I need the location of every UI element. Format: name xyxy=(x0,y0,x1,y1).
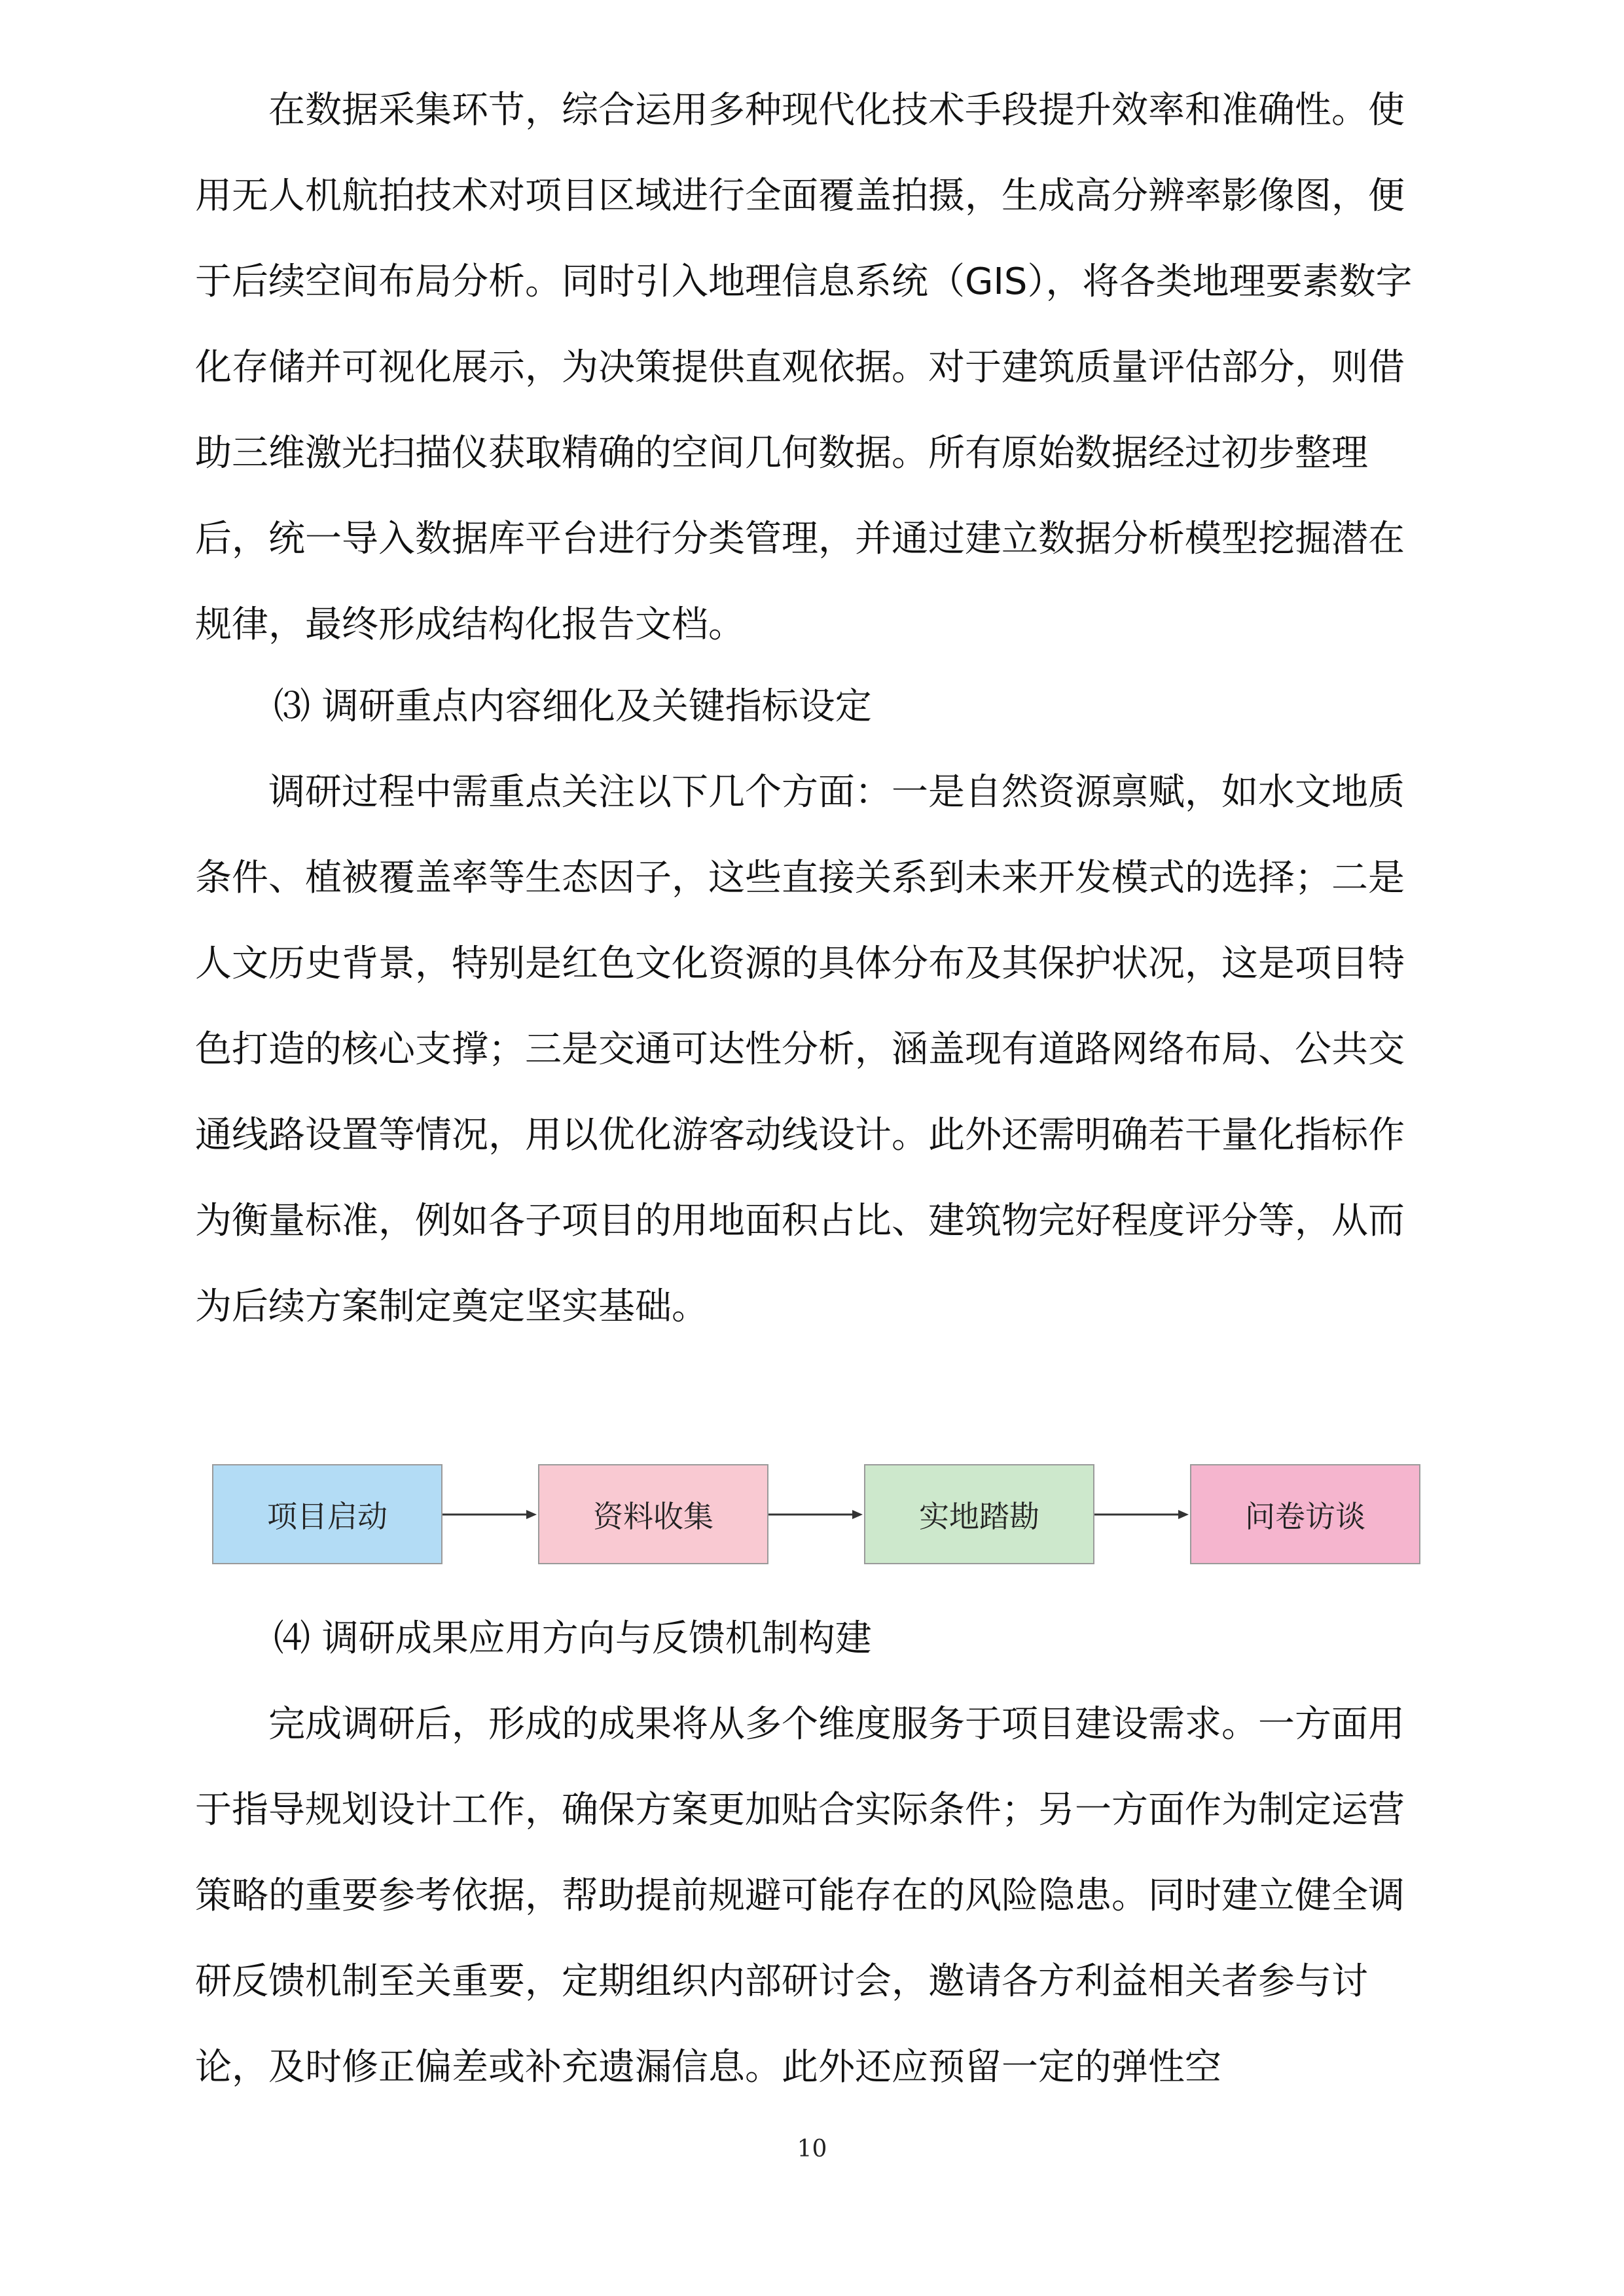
flow-step-label: 资料收集 xyxy=(593,1498,713,1534)
flow-step-label: 问卷访谈 xyxy=(1245,1498,1365,1534)
paragraph-results-application: 完成调研后，形成的成果将从多个维度服务于项目建设需求。一方面用于指导规划设计工作，确保方案更加贴合实际条件；另一方面作为制定运营策略的重要参考依据，帮助提前规避可能存在的风险隐患。同时建立健全调研反馈机制至关重要，定期组织内部研讨会，邀请各方利益相关者参与讨论，及时修正偏差或补充遗漏信息。此外还应预留一定的弹性空 xyxy=(195,1703,1405,2089)
arrow-right-icon xyxy=(1094,1508,1190,1521)
page-number: 10 xyxy=(797,2136,827,2162)
arrow-right-icon xyxy=(442,1508,538,1521)
arrow-right-icon xyxy=(768,1508,864,1521)
section-heading-4: ⑷ 调研成果应用方向与反馈机制构建 xyxy=(274,1617,872,1660)
flow-step-4 xyxy=(1190,1464,1420,1564)
paragraph-data-collection: 在数据采集环节，综合运用多种现代化技术手段提升效率和准确性。使用无人机航拍技术对项目区域进行全面覆盖拍摄，生成高分辨率影像图，便于后续空间布局分析。同时引入地理信息系统（GIS），将各类地理要素数字化存储并可视化展示，为决策提供直观依据。对于建筑质量评估部分，则借助三维激光扫描仪获取精确的空间几何数据。所有原始数据经过初步整理后，统一导入数据库平台进行分类管理，并通过建立数据分析模型挖掘潜在规律，最终形成结构化报告文档。 xyxy=(195,89,1413,646)
paragraph-research-focus: 调研过程中需重点关注以下几个方面：一是自然资源禀赋，如水文地质条件、植被覆盖率等生态因子，这些直接关系到未来开发模式的选择；二是人文历史背景，特别是红色文化资源的具体分布及其保护状况，这是项目特色打造的核心支撑；三是交通可达性分析，涵盖现有道路网络布局、公共交通线路设置等情况，用以优化游客动线设计。此外还需明确若干量化指标作为衡量标准，例如各子项目的用地面积占比、建筑物完好程度评分等，从而为后续方案制定奠定坚实基础。 xyxy=(195,771,1405,1328)
flow-step-label: 实地踏勘 xyxy=(919,1498,1039,1534)
flow-step-2 xyxy=(538,1464,768,1564)
flow-step-label: 项目启动 xyxy=(267,1498,388,1534)
section-heading-3: ⑶ 调研重点内容细化及关键指标设定 xyxy=(274,685,872,728)
flow-step-1 xyxy=(212,1464,442,1564)
flow-step-3 xyxy=(864,1464,1094,1564)
